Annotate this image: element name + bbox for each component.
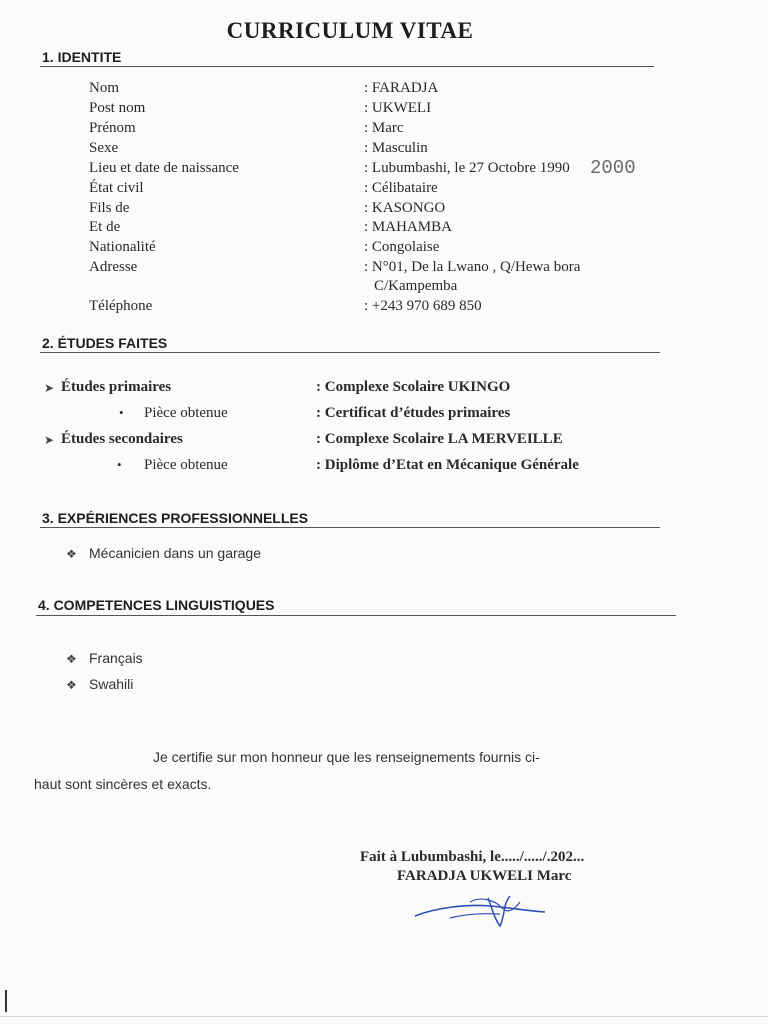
study-diploma: : Diplôme d’Etat en Mécanique Générale	[316, 457, 579, 473]
language-item: Swahili	[89, 676, 134, 692]
identity-label: Sexe	[89, 140, 119, 156]
language-item: Français	[89, 650, 143, 666]
scan-edge-line	[0, 1016, 768, 1017]
identity-value: : UKWELI	[364, 100, 432, 116]
handwritten-signature	[410, 888, 560, 934]
signature-place-date: Fait à Lubumbashi, le...../...../.202...	[360, 849, 585, 865]
document-title: CURRICULUM VITAE	[226, 18, 474, 43]
arrow-bullet-icon: ➤	[44, 381, 55, 395]
section-rule-experience	[40, 527, 660, 528]
identity-label: Fils de	[89, 200, 130, 216]
study-level: Études secondaires	[61, 431, 183, 447]
identity-value: : Lubumbashi, le 27 Octobre 1990	[364, 160, 570, 176]
identity-value-continued: C/Kampemba	[374, 278, 458, 294]
section-heading-identity: 1. IDENTITE	[42, 49, 122, 65]
signature-name: FARADJA UKWELI Marc	[397, 868, 572, 884]
identity-label: Lieu et date de naissance	[89, 160, 239, 176]
identity-value: : N°01, De la Lwano , Q/Hewa bora	[364, 259, 581, 275]
arrow-bullet-icon: ➤	[44, 433, 55, 447]
study-institution: : Complexe Scolaire LA MERVEILLE	[316, 431, 563, 447]
identity-value: : +243 970 689 850	[364, 298, 482, 314]
identity-label: Nationalité	[89, 239, 156, 255]
section-rule-identity	[40, 66, 654, 67]
certification-line-2: haut sont sincères et exacts.	[34, 776, 212, 792]
section-heading-studies: 2. ÉTUDES FAITES	[42, 335, 168, 351]
identity-label: État civil	[89, 180, 144, 196]
bullet-dot-icon: •	[119, 405, 124, 420]
identity-label: Post nom	[89, 100, 146, 116]
study-diploma-label: Pièce obtenue	[144, 405, 228, 421]
diamond-bullet-icon: ❖	[66, 547, 77, 561]
study-diploma-label: Pièce obtenue	[144, 457, 228, 473]
section-heading-languages: 4. COMPETENCES LINGUISTIQUES	[38, 597, 275, 613]
diamond-bullet-icon: ❖	[66, 678, 77, 692]
certification-line-1: Je certifie sur mon honneur que les renseignements fournis ci-	[153, 749, 540, 765]
identity-label: Adresse	[89, 259, 138, 275]
diamond-bullet-icon: ❖	[66, 652, 77, 666]
experience-item: Mécanicien dans un garage	[89, 545, 262, 561]
section-rule-studies	[40, 352, 660, 353]
study-institution: : Complexe Scolaire UKINGO	[316, 379, 511, 395]
study-diploma: : Certificat d’études primaires	[316, 405, 511, 421]
scan-artifact	[5, 990, 7, 1012]
identity-label: Et de	[89, 219, 121, 235]
identity-label: Nom	[89, 80, 119, 96]
handwritten-correction: 2000	[590, 157, 636, 179]
identity-value: : FARADJA	[364, 80, 439, 96]
study-level: Études primaires	[61, 379, 172, 395]
identity-value: : KASONGO	[364, 200, 446, 216]
identity-value: : Marc	[364, 120, 404, 136]
identity-value: : Célibataire	[364, 180, 438, 196]
bullet-dot-icon: •	[117, 457, 122, 472]
identity-label: Téléphone	[89, 298, 153, 314]
identity-value: : Masculin	[364, 140, 428, 156]
identity-value: : Congolaise	[364, 239, 440, 255]
identity-value: : MAHAMBA	[364, 219, 452, 235]
section-rule-languages	[36, 615, 676, 616]
identity-label: Prénom	[89, 120, 136, 136]
section-heading-experience: 3. EXPÉRIENCES PROFESSIONNELLES	[42, 510, 309, 526]
